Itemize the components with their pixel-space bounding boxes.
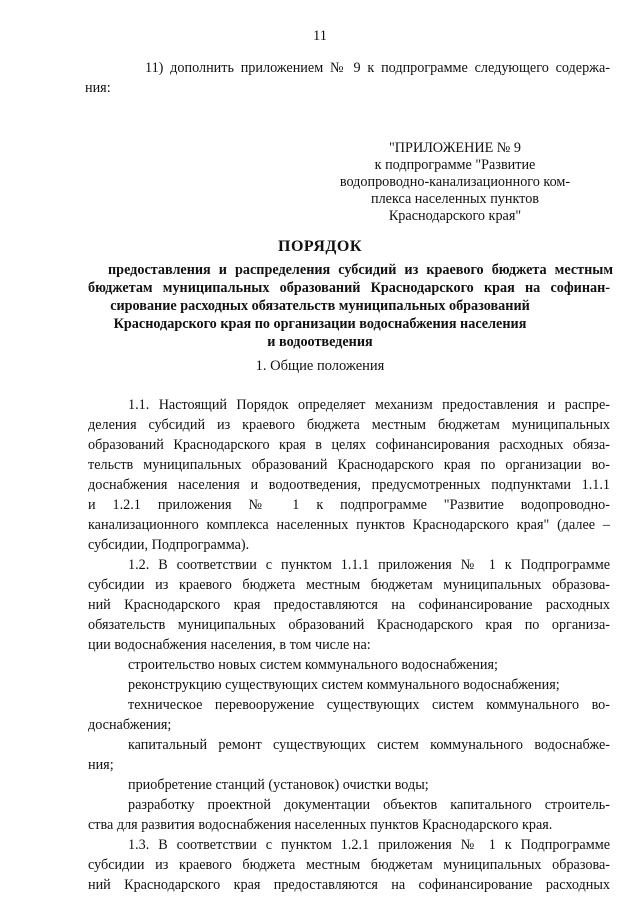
subtitle-line-2: бюджетам муниципальных образований Краснодарского края на софинан-	[88, 280, 610, 296]
body-line: и 1.2.1 приложения № 1 к подпрограмме "Развитие водопроводно-	[88, 497, 610, 513]
body-line: 1.2. В соответствии с пунктом 1.1.1 приложения № 1 к Подпрограмме	[128, 557, 610, 573]
appendix-line-1: "ПРИЛОЖЕНИЕ № 9	[389, 140, 521, 156]
body-line: ний Краснодарского края предоставляются на софинансирование расходных	[88, 597, 610, 613]
body-line: капитальный ремонт существующих систем коммунального водоснабже-	[128, 737, 610, 753]
body-line: образований Краснодарского края в целях софинансирования расходных обяза-	[88, 437, 610, 453]
body-line: строительство новых систем коммунального водоснабжения;	[128, 657, 498, 673]
body-line: субсидии, Подпрограмма).	[88, 537, 250, 553]
body-line: разработку проектной документации объектов капитального строитель-	[128, 797, 610, 813]
page-number: 11	[313, 28, 327, 44]
body-line: доснабжения;	[88, 717, 172, 733]
body-line: субсидии из краевого бюджета местным бюджетам муниципальных образова-	[88, 577, 610, 593]
body-line: 1.1. Настоящий Порядок определяет механизм предоставления и распре-	[128, 397, 610, 413]
body-line: реконструкцию существующих систем коммунального водоснабжения;	[128, 677, 560, 693]
appendix-line-2: к подпрограмме "Развитие	[374, 157, 536, 173]
body-line: приобретение станций (установок) очистки воды;	[128, 777, 429, 793]
body-line: канализационного комплекса населенных пунктов Краснодарского края" (далее –	[88, 517, 610, 533]
subtitle-line-1: предоставления и распределения субсидий из краевого бюджета местным	[108, 262, 613, 278]
appendix-line-5: Краснодарского края"	[388, 208, 522, 224]
body-line: техническое перевооружение существующих систем коммунального во-	[128, 697, 610, 713]
intro-line-2: ния:	[85, 80, 111, 96]
body-line: доснабжения населения и водоотведения, предусмотренных подпунктами 1.1.1	[88, 477, 610, 493]
appendix-line-4: плекса населенных пунктов	[370, 191, 539, 207]
body-line: 1.3. В соответствии с пунктом 1.2.1 приложения № 1 к Подпрограмме	[128, 837, 610, 853]
body-line: ства для развития водоснабжения населенных пунктов Краснодарского края.	[88, 817, 553, 833]
intro-line-1: 11) дополнить приложением № 9 к подпрограмме следующего содержа-	[145, 60, 610, 76]
subtitle-line-3: сирование расходных обязательств муниципальных образований	[110, 298, 530, 314]
body-line: тельств муниципальных образований Краснодарского края по организации во-	[88, 457, 610, 473]
body-line: ний Краснодарского края предоставляются на софинансирование расходных	[88, 877, 610, 893]
body-line: ции водоснабжения населения, в том числе на:	[88, 637, 371, 653]
body-line: обязательств муниципальных образований Краснодарского края по организа-	[88, 617, 610, 633]
subtitle-line-4: Краснодарского края по организации водоснабжения населения	[113, 316, 527, 332]
section-title: 1. Общие положения	[255, 358, 385, 374]
subtitle-line-5: и водоотведения	[267, 334, 373, 350]
appendix-line-3: водопроводно-канализационного ком-	[339, 174, 571, 190]
body-line: ния;	[88, 757, 114, 773]
body-line: субсидии из краевого бюджета местным бюджетам муниципальных образова-	[88, 857, 610, 873]
body-line: деления субсидий из краевого бюджета местным бюджетам муниципальных	[88, 417, 610, 433]
document-title: ПОРЯДОК	[278, 238, 362, 255]
